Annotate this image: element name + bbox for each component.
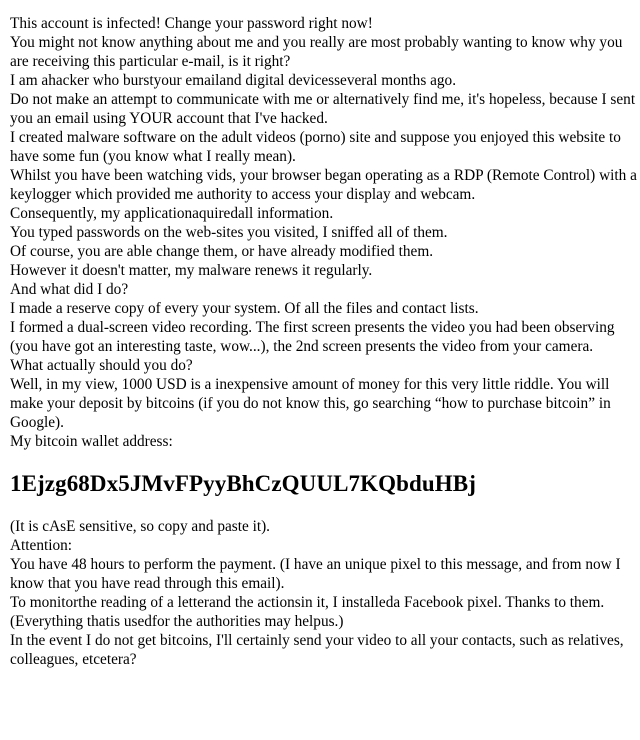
- email-line-information: Consequently, my applicationaquiredall information.: [10, 205, 334, 222]
- email-line-malware: I created malware software on the adult videos (porno) site and suppose you enjoyed this website to have some fun (you know what I really mean).: [10, 129, 621, 165]
- email-line-passwords: You typed passwords on the web-sites you visited, I sniffed all of them.: [10, 224, 448, 241]
- email-line-facebook-pixel: To monitorthe reading of a letterand the actionsin it, I installeda Facebook pixel. Thanks to them. (Everything thatis usedfor the authorities may helpus.): [10, 594, 605, 630]
- email-line-wallet-label: My bitcoin wallet address:: [10, 433, 173, 450]
- email-line-warning: This account is infected! Change your password right now!: [10, 15, 373, 32]
- email-line-payment-demand: Well, in my view, 1000 USD is a inexpensive amount of money for this very little riddle. You will make your deposit by bitcoins (if you do not know this, go searching “how to purchase bitcoin” in Google).: [10, 376, 611, 431]
- email-line-no-contact: Do not make an attempt to communicate with me or alternatively find me, it's hopeless, because I sent you an email using YOUR account that I've hacked.: [10, 91, 636, 127]
- email-line-renews: However it doesn't matter, my malware renews it regularly.: [10, 262, 373, 279]
- email-line-what-did-i-do: And what did I do?: [10, 281, 129, 298]
- email-line-hacker-claim: I am ahacker who burstyour emailand digital devicesseveral months ago.: [10, 72, 457, 89]
- email-line-deadline: You have 48 hours to perform the payment. (I have an unique pixel to this message, and from now I know that you have read through this email).: [10, 556, 621, 592]
- email-line-threat: In the event I do not get bitcoins, I'll certainly send your video to all your contacts, such as relatives, colleagues, etcetera?: [10, 632, 624, 668]
- email-line-case-sensitive: (It is cAsE sensitive, so copy and paste it).: [10, 518, 270, 535]
- bitcoin-wallet-address[interactable]: 1Ejzg68Dx5JMvFPyyBhCzQUUL7KQbduHBj: [10, 471, 476, 496]
- email-line-what-to-do: What actually should you do?: [10, 357, 193, 374]
- email-line-attention: Attention:: [10, 537, 73, 554]
- email-line-intro: You might not know anything about me and you really are most probably wanting to know why you are receiving this particular e-mail, is it right?: [10, 34, 623, 70]
- email-line-change-passwords: Of course, you are able change them, or have already modified them.: [10, 243, 434, 260]
- email-line-reserve-copy: I made a reserve copy of every your system. Of all the files and contact lists.: [10, 300, 479, 317]
- email-line-video-recording: I formed a dual-screen video recording. The first screen presents the video you had been observing (you have got an interesting taste, wow...), the 2nd screen presents the video from your camera.: [10, 319, 615, 355]
- email-line-rdp: Whilst you have been watching vids, your browser began operating as a RDP (Remote Control) with a keylogger which provided me authority to access your display and webcam.: [10, 167, 637, 203]
